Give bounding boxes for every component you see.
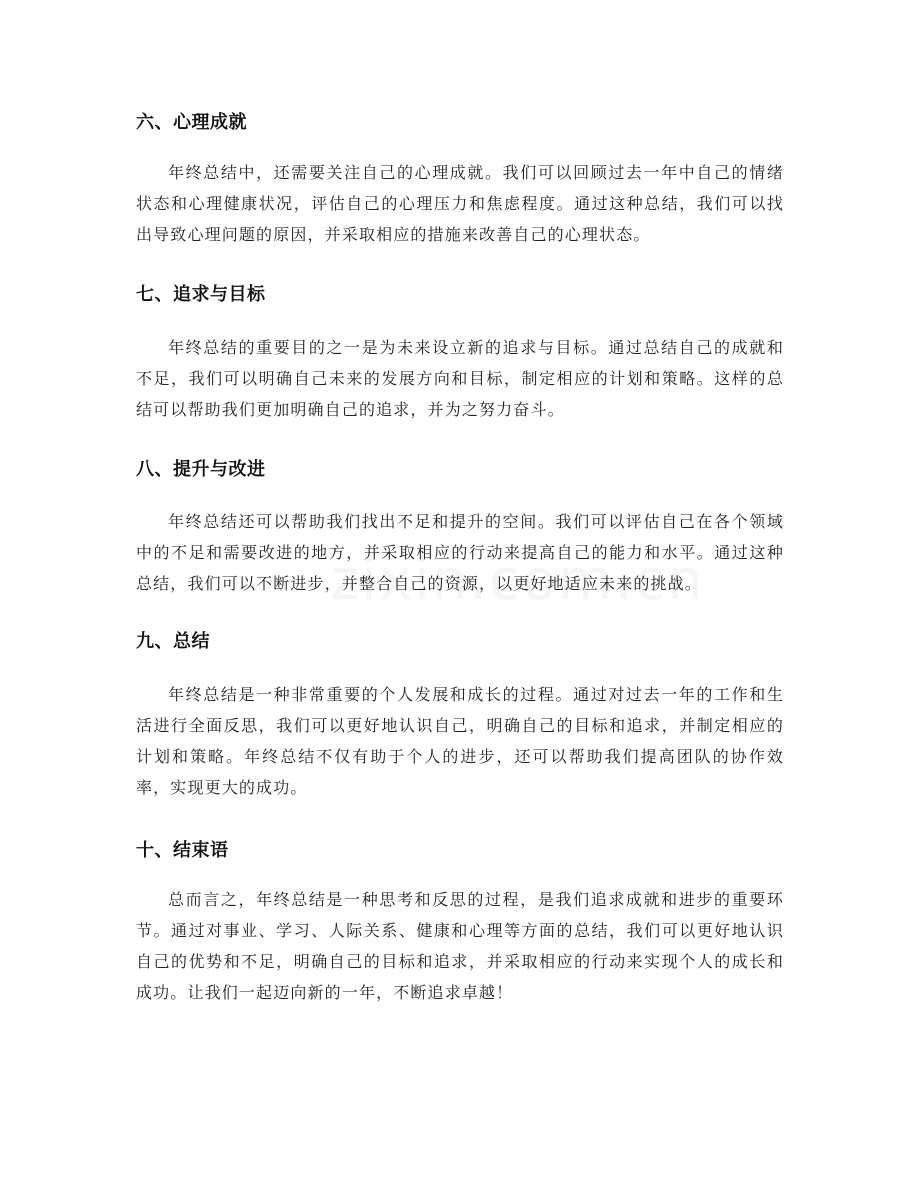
section-heading-8: 八、提升与改进 <box>136 459 266 480</box>
section-body-6: 年终总结中，还需要关注自己的心理成就。我们可以回顾过去一年中自己的情绪状态和心理健康状况，评估自己的心理压力和焦虑程度。通过这种总结，我们可以找出导致心理问题的原因，并采取相应的措施来改善自己的心理状态。 <box>136 163 784 244</box>
section-heading-9: 九、总结 <box>136 631 210 652</box>
section-body-10: 总而言之，年终总结是一种思考和反思的过程，是我们追求成就和进步的重要环节。通过对事业、学习、人际关系、健康和心理等方面的总结，我们可以更好地认识自己的优势和不足，明确自己的目标和追求，并采取相应的行动来实现个人的成长和成功。让我们一起迈向新的一年，不断追求卓越！ <box>136 890 784 1002</box>
section-body-7: 年终总结的重要目的之一是为未来设立新的追求与目标。通过总结自己的成就和不足，我们可以明确自己未来的发展方向和目标，制定相应的计划和策略。这样的总结可以帮助我们更加明确自己的追求，并为之努力奋斗。 <box>136 338 784 419</box>
section-heading-6: 六、心理成就 <box>136 112 247 133</box>
section-body-9: 年终总结是一种非常重要的个人发展和成长的过程。通过对过去一年的工作和生活进行全面反思，我们可以更好地认识自己，明确自己的目标和追求，并制定相应的计划和策略。年终总结不仅有助于个人的进步，还可以帮助我们提高团队的协作效率，实现更大的成功。 <box>136 685 784 797</box>
section-heading-7: 七、追求与目标 <box>136 284 266 305</box>
section-heading-10: 十、结束语 <box>136 840 229 861</box>
section-body-8: 年终总结还可以帮助我们找出不足和提升的空间。我们可以评估自己在各个领域中的不足和需要改进的地方，并采取相应的行动来提高自己的能力和水平。通过这种总结，我们可以不断进步，并整合自己的资源，以更好地适应未来的挑战。 <box>136 512 784 593</box>
